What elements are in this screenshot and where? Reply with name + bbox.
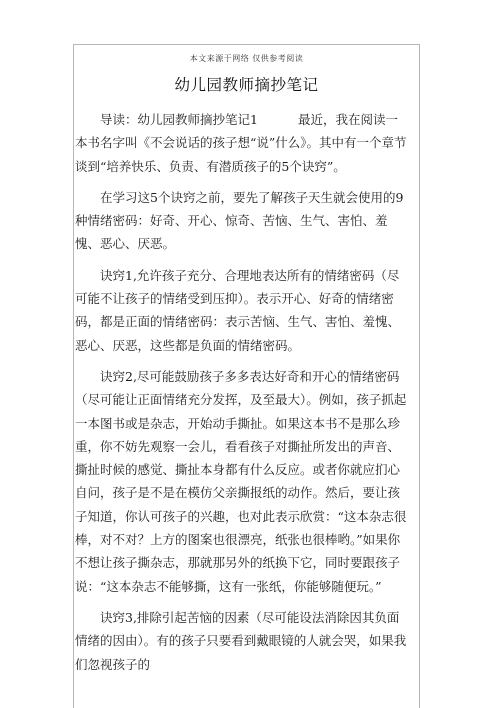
intro-lead: 导读：幼儿园教师摘抄笔记1 (100, 112, 258, 127)
paragraph-intro (75, 108, 408, 178)
document-title: 幼儿园教师摘抄笔记 (174, 76, 319, 94)
paragraph-tip-3: 诀窍3,排除引起苦恼的因素（尽可能设法消除因其负面情绪的因由）。有的孩子只要看到戴眼镜的人就会哭，如果我们忽视孩子的 (75, 609, 407, 672)
document-body (75, 108, 408, 684)
paragraph-tip-1: 诀窍1,允许孩子充分、合理地表达所有的情绪密码（尽可能不让孩子的情绪受到压抑）。表示开心、好奇的情绪密码，都是正面的情绪密码：表示苦恼、生气、害怕、羞愧、恶心、厌恶，这些都是负面的情绪密码。 (75, 267, 401, 353)
intro-rest: 最近，我在阅读一本书名字叫《不会说话的孩子想“说”什么》。其中有一个章节谈到“培养快乐、负责、有潜质孩子的5个诀窍”。 (75, 112, 407, 174)
paragraph-tip-2: 诀窍2,尽可能鼓励孩子多多表达好奇和开心的情绪密码（尽可能让正面情绪充分发挥，及至最大）。例如，孩子抓起一本图书或是杂志，开始动手撕扯。如果这本书不是那么珍重，你不妨先观察一会儿，看看孩子对撕扯所发出的声音、撕扯时候的感觉、撕扯本身都有什么反应。或者你就应扪心自问，孩子是不是在模仿父亲撕报纸的动作。然后，要让孩子知道，你认可孩子的兴趣，也对此表示欣赏：“这本杂志很棒，对不对？上方的图案也很漂亮，纸张也很棒哟。”如果你不想让孩子撕杂志，那就那另外的纸换下它，同时要跟孩子说：“这本杂志不能够撕，这有一张纸，你能够随便玩。” (75, 368, 407, 594)
source-note: 本文来源于网络 仅供参考阅读 (189, 54, 304, 63)
paragraph-emotion-codes: 在学习这5个诀窍之前，要先了解孩子天生就会使用的9种情绪密码：好奇、开心、惊奇、苦恼、生气、害怕、羞愧、恶心、厌恶。 (75, 189, 404, 252)
